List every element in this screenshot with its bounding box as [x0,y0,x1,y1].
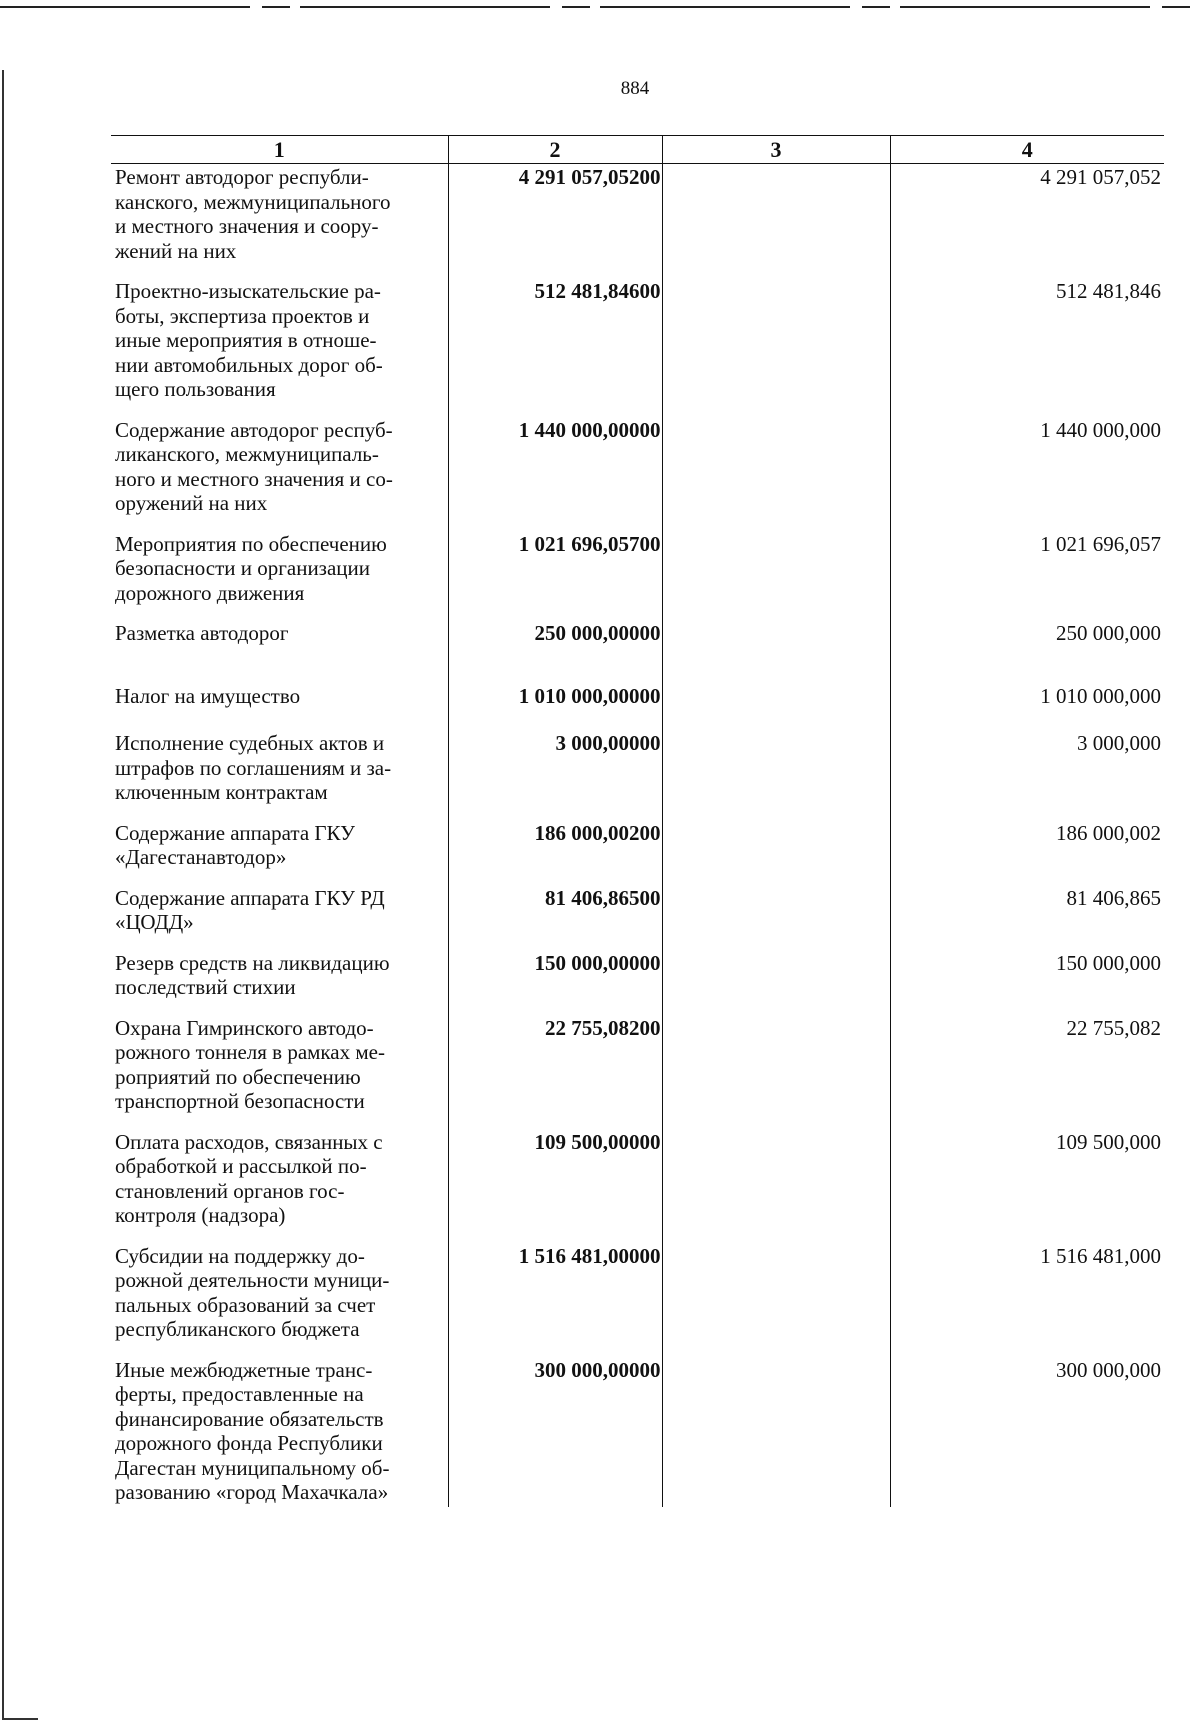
row-col2-value: 186 000,00200 [448,820,662,885]
row-col2-value: 22 755,08200 [448,1015,662,1129]
row-col3-value [662,950,890,1015]
row-col2-value: 3 000,00000 [448,730,662,820]
row-col4-value: 1 516 481,000 [1040,1243,1161,1268]
header-col-1: 1 [111,136,448,164]
scan-edge-top [0,6,1200,8]
header-col-4: 4 [890,136,1164,164]
row-col4-value: 109 500,000 [1056,1129,1161,1154]
row-col4-value: 150 000,000 [1056,950,1161,975]
table-row [111,1015,1164,1129]
row-name [111,950,448,1015]
row-col3-value [662,531,890,621]
row-name-text: Мероприятия по обеспечению безопасности и организации дорожного движения [115,531,387,605]
row-col4-value: 250 000,000 [1056,621,1161,645]
row-col3-value [662,1357,890,1507]
row-col2-value: 150 000,00000 [448,950,662,1015]
row-col2-value: 1 021 696,05700 [448,531,662,621]
row-name-text: Содержание автодорог респуб- ликанского, межмуниципаль- ного и местного значения и со- оружений на них [115,417,393,515]
table-row [111,683,1164,730]
row-name [111,730,448,820]
row-name-text: Резерв средств на ликвидацию последствий стихии [115,950,390,999]
row-col4-value: 186 000,002 [1056,820,1161,845]
row-col2-value: 81 406,86500 [448,885,662,950]
row-col2-value: 512 481,84600 [448,278,662,417]
row-col3-value [662,417,890,531]
row-name-text: Охрана Гимринского автодо- рожного тоннеля в рамках ме- роприятий по обеспечению транспортной безопасности [115,1015,385,1113]
row-col4-value: 300 000,000 [1056,1357,1161,1382]
row-name-text: Иные межбюджетные транс- ферты, предоставленные на финансирование обязательств дорожного фонда Республики Дагестан муниципальному об- разованию «город Махачкала» [115,1357,390,1504]
row-name [111,531,448,621]
row-name [111,820,448,885]
row-col4-value: 1 440 000,000 [1040,417,1161,442]
row-col3-value [662,683,890,730]
row-col4-value: 1 021 696,057 [1040,531,1161,556]
header-col-3: 3 [662,136,890,164]
row-col2-value: 250 000,00000 [448,620,662,683]
row-name [111,1243,448,1357]
table-row [111,885,1164,950]
header-row [111,136,1164,164]
row-name-text: Ремонт автодорог республи- канского, межмуниципального и местного значения и соору- жений на них [115,165,391,263]
row-col4-value: 512 481,846 [1056,279,1161,303]
table-row [111,1129,1164,1243]
row-name-text: Оплата расходов, связанных с обработкой и рассылкой по- становлений органов гос- контроля (надзора) [115,1129,383,1227]
scan-edge-bottom [2,1718,38,1720]
row-name [111,1129,448,1243]
row-name-text: Налог на имущество [115,684,301,708]
row-col3-value [662,1129,890,1243]
row-name-text: Содержание аппарата ГКУ «Дагестанавтодор» [115,820,356,869]
row-col3-value [662,820,890,885]
row-col2-value: 1 516 481,00000 [448,1243,662,1357]
table-row [111,950,1164,1015]
row-col2-value: 300 000,00000 [448,1357,662,1507]
row-col3-value [662,278,890,417]
row-col3-value [662,1015,890,1129]
row-name-text: Субсидии на поддержку до- рожной деятельности муници- пальных образований за счет республиканского бюджета [115,1243,390,1341]
table-row [111,620,1164,683]
row-col4-value: 4 291 057,052 [1040,165,1161,189]
row-name-text: Исполнение судебных актов и штрафов по соглашениям и за- ключенным контрактам [115,731,392,804]
table-row [111,531,1164,621]
row-col4-value: 1 010 000,000 [1040,684,1161,708]
table-row [111,730,1164,820]
row-col3-value [662,620,890,683]
table-row [111,417,1164,531]
row-col4-value: 3 000,000 [1077,731,1161,755]
table-row [111,278,1164,417]
row-name-text: Проектно-изыскательские ра- боты, экспертиза проектов и иные мероприятия в отноше- нии автомобильных дорог об- щего пользования [115,279,383,401]
row-name [111,164,448,279]
row-name [111,885,448,950]
row-col4-value: 81 406,865 [1066,885,1161,910]
header-col-2: 2 [448,136,662,164]
row-col3-value [662,885,890,950]
row-col3-value [662,164,890,279]
row-name [111,683,448,730]
row-col2-value: 109 500,00000 [448,1129,662,1243]
row-col3-value [662,1243,890,1357]
row-name-text: Содержание аппарата ГКУ РД «ЦОДД» [115,885,385,934]
row-name [111,278,448,417]
row-col2-value: 1 440 000,00000 [448,417,662,531]
table-row [111,820,1164,885]
row-col2-value: 4 291 057,05200 [448,164,662,279]
table-row [111,1357,1164,1507]
budget-table [111,135,1164,1507]
table-row [111,1243,1164,1357]
page-number: 884 [620,78,650,99]
row-name [111,417,448,531]
row-name [111,1015,448,1129]
table-row [111,164,1164,279]
row-name-text: Разметка автодорог [115,621,289,645]
row-name [111,620,448,683]
row-name [111,1357,448,1507]
row-col3-value [662,730,890,820]
row-col4-value: 22 755,082 [1066,1015,1161,1040]
scan-edge-left [2,70,4,1720]
row-col2-value: 1 010 000,00000 [448,683,662,730]
